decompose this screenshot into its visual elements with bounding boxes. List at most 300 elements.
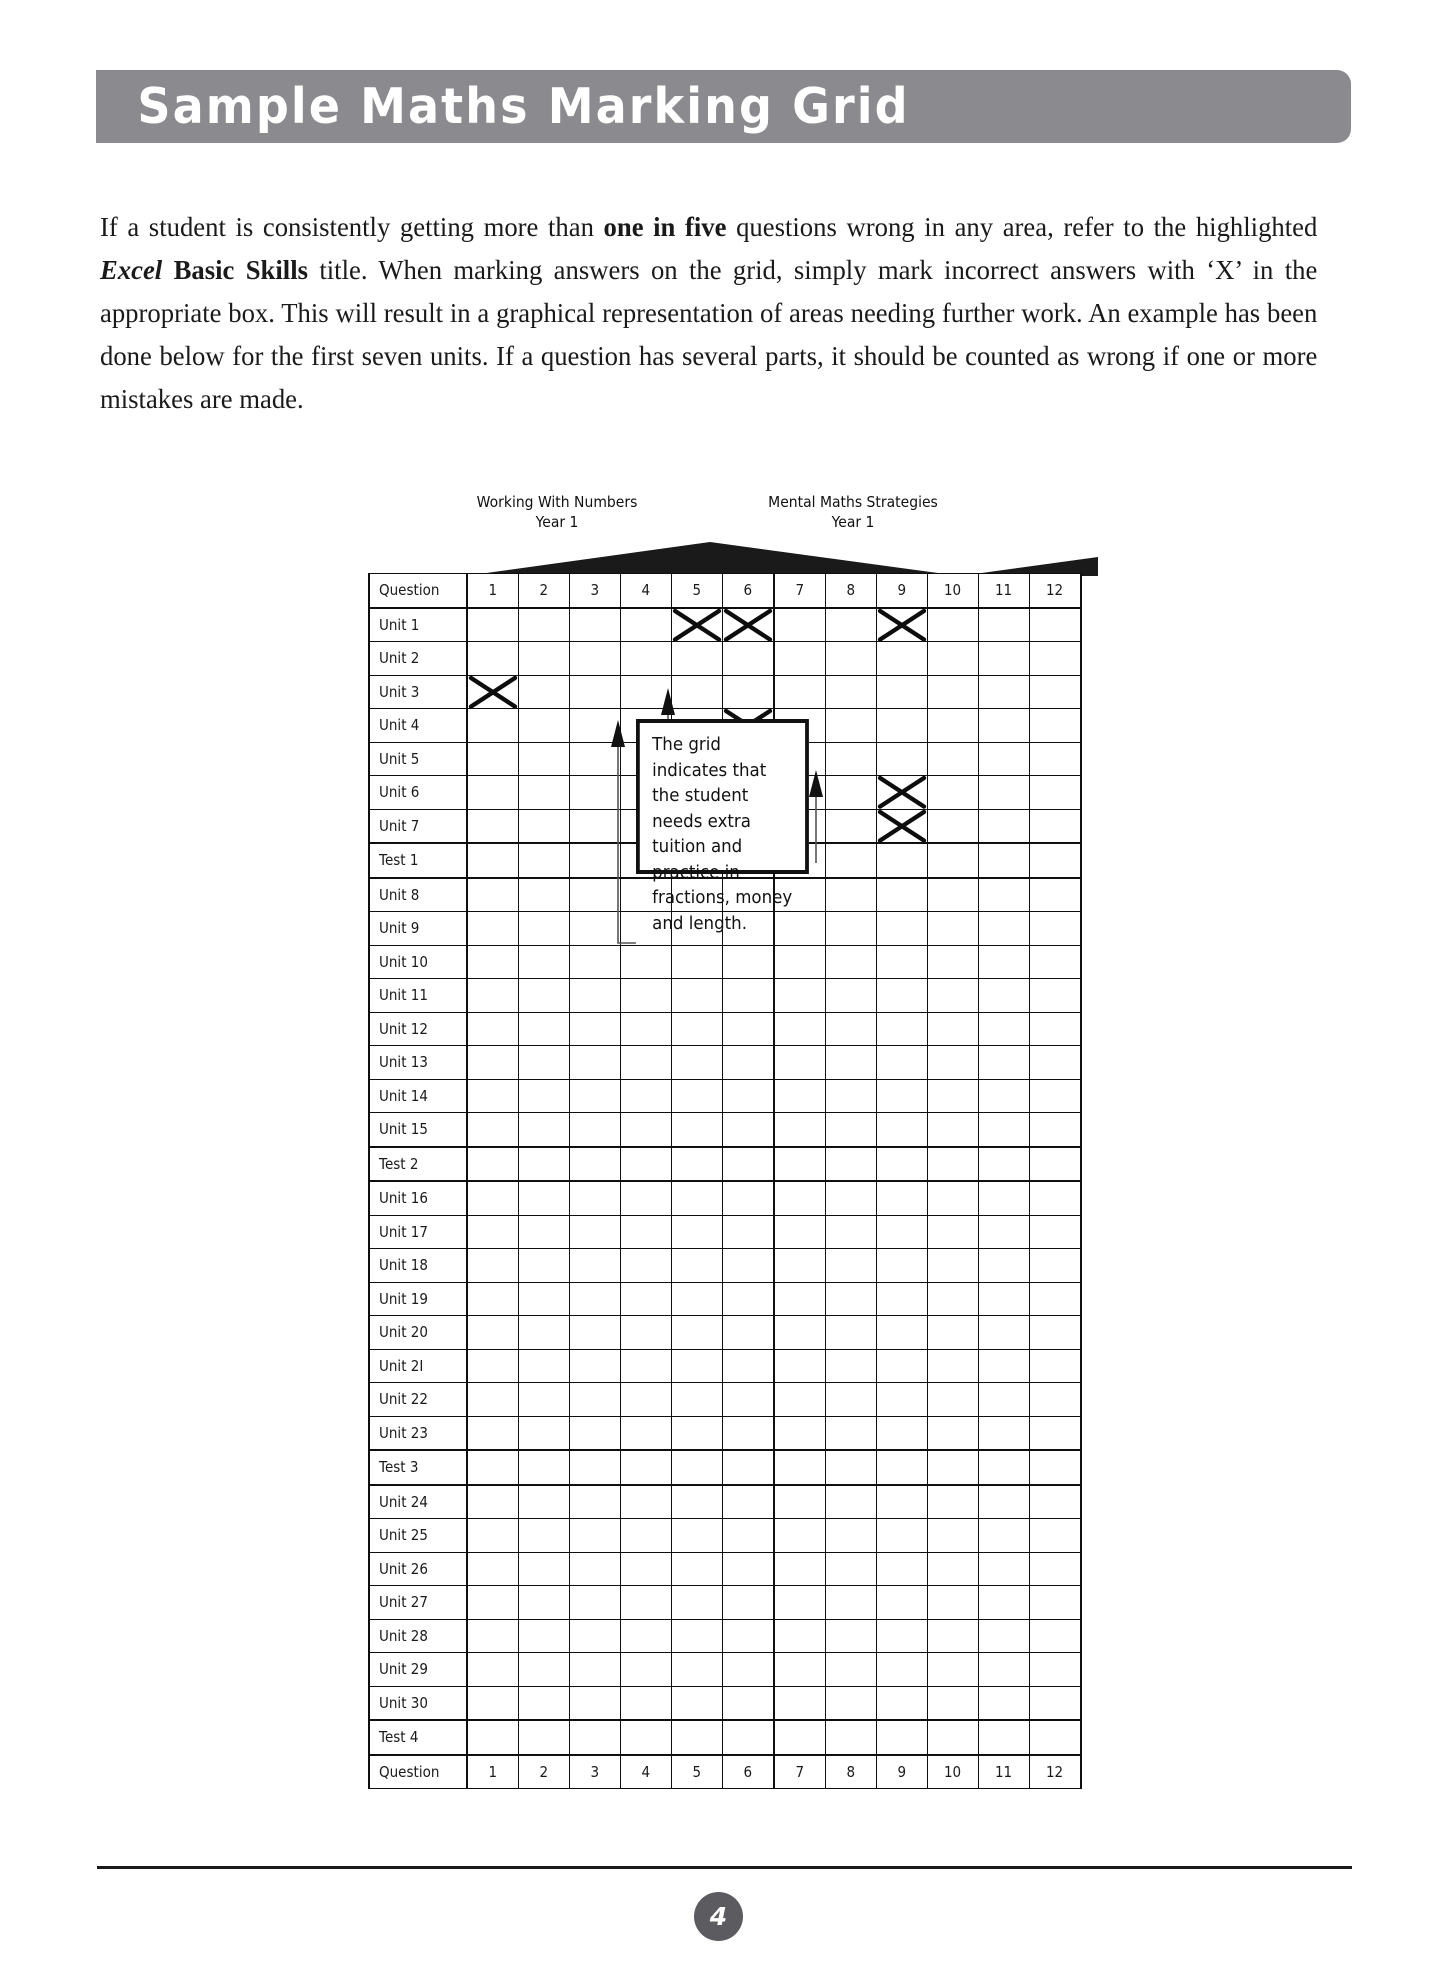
grid-cell-unit-17-q4[interactable] [621,1215,672,1249]
grid-cell-unit-15-q7[interactable] [774,1113,826,1147]
grid-cell-unit-23-q5[interactable] [672,1416,723,1450]
grid-cell-unit-18-q5[interactable] [672,1249,723,1283]
grid-cell-unit-23-q9[interactable] [877,1416,928,1450]
grid-cell-unit-26-q11[interactable] [979,1552,1030,1586]
grid-cell-unit-11-q4[interactable] [621,979,672,1013]
grid-cell-unit-30-q12[interactable] [1030,1686,1082,1720]
grid-cell-unit-1-q6[interactable] [723,608,775,642]
grid-cell-unit-13-q7[interactable] [774,1046,826,1080]
grid-cell-unit-7-q8[interactable] [826,809,877,843]
grid-cell-unit-1-q4[interactable] [621,608,672,642]
grid-cell-unit-28-q8[interactable] [826,1619,877,1653]
grid-cell-test-2-q12[interactable] [1030,1147,1082,1182]
grid-cell-unit-17-q9[interactable] [877,1215,928,1249]
grid-cell-unit-19-q9[interactable] [877,1282,928,1316]
grid-cell-unit-26-q8[interactable] [826,1552,877,1586]
grid-cell-unit-2-q1[interactable] [467,642,519,676]
grid-cell-unit-26-q5[interactable] [672,1552,723,1586]
grid-cell-unit-7-q9[interactable] [877,809,928,843]
grid-cell-unit-30-q11[interactable] [979,1686,1030,1720]
grid-cell-unit-19-q3[interactable] [570,1282,621,1316]
grid-cell-unit-23-q6[interactable] [723,1416,775,1450]
grid-cell-unit-15-q11[interactable] [979,1113,1030,1147]
grid-cell-test-1-q2[interactable] [519,843,570,878]
grid-cell-unit-16-q6[interactable] [723,1181,775,1215]
grid-cell-unit-27-q12[interactable] [1030,1586,1082,1620]
grid-cell-unit-2i-q3[interactable] [570,1349,621,1383]
grid-cell-unit-16-q2[interactable] [519,1181,570,1215]
grid-cell-unit-25-q11[interactable] [979,1519,1030,1553]
grid-cell-unit-16-q1[interactable] [467,1181,519,1215]
grid-cell-unit-2-q5[interactable] [672,642,723,676]
grid-cell-unit-28-q3[interactable] [570,1619,621,1653]
grid-cell-unit-5-q11[interactable] [979,742,1030,776]
grid-cell-unit-2i-q9[interactable] [877,1349,928,1383]
grid-cell-unit-22-q12[interactable] [1030,1383,1082,1417]
grid-cell-unit-1-q5[interactable] [672,608,723,642]
grid-cell-unit-4-q1[interactable] [467,709,519,743]
grid-cell-test-3-q1[interactable] [467,1450,519,1485]
grid-cell-unit-4-q3[interactable] [570,709,621,743]
grid-cell-test-4-q7[interactable] [774,1720,826,1755]
grid-cell-unit-13-q5[interactable] [672,1046,723,1080]
grid-cell-test-3-q9[interactable] [877,1450,928,1485]
grid-cell-unit-3-q2[interactable] [519,675,570,709]
grid-cell-unit-12-q3[interactable] [570,1012,621,1046]
grid-cell-test-4-q2[interactable] [519,1720,570,1755]
grid-cell-unit-2-q6[interactable] [723,642,775,676]
grid-cell-unit-3-q3[interactable] [570,675,621,709]
grid-cell-unit-2i-q8[interactable] [826,1349,877,1383]
grid-cell-unit-24-q2[interactable] [519,1485,570,1519]
grid-cell-unit-18-q8[interactable] [826,1249,877,1283]
grid-cell-test-2-q5[interactable] [672,1147,723,1182]
grid-cell-unit-28-q5[interactable] [672,1619,723,1653]
grid-cell-unit-14-q4[interactable] [621,1079,672,1113]
grid-cell-unit-26-q4[interactable] [621,1552,672,1586]
grid-cell-unit-4-q8[interactable] [826,709,877,743]
grid-cell-unit-22-q3[interactable] [570,1383,621,1417]
grid-cell-unit-24-q10[interactable] [928,1485,979,1519]
grid-cell-unit-16-q8[interactable] [826,1181,877,1215]
grid-cell-test-3-q5[interactable] [672,1450,723,1485]
grid-cell-unit-11-q9[interactable] [877,979,928,1013]
grid-cell-unit-10-q4[interactable] [621,945,672,979]
grid-cell-unit-22-q8[interactable] [826,1383,877,1417]
grid-cell-unit-22-q6[interactable] [723,1383,775,1417]
grid-cell-unit-12-q2[interactable] [519,1012,570,1046]
grid-cell-unit-4-q2[interactable] [519,709,570,743]
grid-cell-unit-13-q10[interactable] [928,1046,979,1080]
grid-cell-unit-24-q1[interactable] [467,1485,519,1519]
grid-cell-unit-30-q2[interactable] [519,1686,570,1720]
grid-cell-unit-2i-q2[interactable] [519,1349,570,1383]
grid-cell-unit-29-q6[interactable] [723,1653,775,1687]
grid-cell-unit-1-q12[interactable] [1030,608,1082,642]
grid-cell-unit-30-q10[interactable] [928,1686,979,1720]
grid-cell-unit-23-q3[interactable] [570,1416,621,1450]
grid-cell-unit-25-q2[interactable] [519,1519,570,1553]
grid-cell-unit-6-q9[interactable] [877,776,928,810]
grid-cell-unit-30-q6[interactable] [723,1686,775,1720]
grid-cell-unit-11-q8[interactable] [826,979,877,1013]
grid-cell-unit-3-q5[interactable] [672,675,723,709]
grid-cell-unit-27-q1[interactable] [467,1586,519,1620]
grid-cell-unit-22-q4[interactable] [621,1383,672,1417]
grid-cell-unit-3-q9[interactable] [877,675,928,709]
grid-cell-unit-20-q5[interactable] [672,1316,723,1350]
grid-cell-unit-14-q11[interactable] [979,1079,1030,1113]
grid-cell-unit-27-q5[interactable] [672,1586,723,1620]
grid-cell-unit-6-q8[interactable] [826,776,877,810]
grid-cell-unit-17-q12[interactable] [1030,1215,1082,1249]
grid-cell-unit-29-q12[interactable] [1030,1653,1082,1687]
grid-cell-unit-19-q7[interactable] [774,1282,826,1316]
grid-cell-unit-29-q10[interactable] [928,1653,979,1687]
grid-cell-unit-29-q2[interactable] [519,1653,570,1687]
grid-cell-unit-17-q6[interactable] [723,1215,775,1249]
grid-cell-unit-29-q11[interactable] [979,1653,1030,1687]
grid-cell-test-2-q11[interactable] [979,1147,1030,1182]
grid-cell-unit-5-q3[interactable] [570,742,621,776]
grid-cell-unit-13-q6[interactable] [723,1046,775,1080]
grid-cell-unit-6-q2[interactable] [519,776,570,810]
grid-cell-unit-17-q10[interactable] [928,1215,979,1249]
grid-cell-unit-2i-q1[interactable] [467,1349,519,1383]
grid-cell-unit-29-q5[interactable] [672,1653,723,1687]
grid-cell-unit-20-q4[interactable] [621,1316,672,1350]
grid-cell-unit-29-q3[interactable] [570,1653,621,1687]
grid-cell-unit-12-q12[interactable] [1030,1012,1082,1046]
grid-cell-test-1-q10[interactable] [928,843,979,878]
grid-cell-unit-8-q1[interactable] [467,878,519,912]
grid-cell-unit-30-q8[interactable] [826,1686,877,1720]
grid-cell-unit-20-q6[interactable] [723,1316,775,1350]
grid-cell-unit-1-q11[interactable] [979,608,1030,642]
grid-cell-unit-6-q10[interactable] [928,776,979,810]
grid-cell-unit-2i-q11[interactable] [979,1349,1030,1383]
grid-cell-unit-18-q11[interactable] [979,1249,1030,1283]
grid-cell-unit-19-q6[interactable] [723,1282,775,1316]
grid-cell-unit-2i-q7[interactable] [774,1349,826,1383]
grid-cell-unit-19-q12[interactable] [1030,1282,1082,1316]
grid-cell-unit-17-q5[interactable] [672,1215,723,1249]
grid-cell-unit-2i-q12[interactable] [1030,1349,1082,1383]
grid-cell-unit-25-q7[interactable] [774,1519,826,1553]
grid-cell-unit-26-q1[interactable] [467,1552,519,1586]
grid-cell-unit-18-q3[interactable] [570,1249,621,1283]
grid-cell-unit-16-q11[interactable] [979,1181,1030,1215]
grid-cell-unit-22-q2[interactable] [519,1383,570,1417]
grid-cell-unit-16-q4[interactable] [621,1181,672,1215]
grid-cell-unit-5-q1[interactable] [467,742,519,776]
grid-cell-unit-19-q2[interactable] [519,1282,570,1316]
grid-cell-unit-27-q2[interactable] [519,1586,570,1620]
grid-cell-unit-3-q7[interactable] [774,675,826,709]
grid-cell-unit-2i-q4[interactable] [621,1349,672,1383]
grid-cell-unit-1-q9[interactable] [877,608,928,642]
grid-cell-unit-11-q1[interactable] [467,979,519,1013]
grid-cell-unit-6-q3[interactable] [570,776,621,810]
grid-cell-unit-8-q9[interactable] [877,878,928,912]
grid-cell-unit-27-q8[interactable] [826,1586,877,1620]
grid-cell-unit-9-q2[interactable] [519,912,570,946]
grid-cell-unit-27-q3[interactable] [570,1586,621,1620]
grid-cell-unit-18-q6[interactable] [723,1249,775,1283]
grid-cell-unit-17-q11[interactable] [979,1215,1030,1249]
grid-cell-unit-30-q4[interactable] [621,1686,672,1720]
grid-cell-unit-15-q5[interactable] [672,1113,723,1147]
grid-cell-test-4-q5[interactable] [672,1720,723,1755]
grid-cell-test-3-q12[interactable] [1030,1450,1082,1485]
grid-cell-unit-27-q6[interactable] [723,1586,775,1620]
grid-cell-test-2-q8[interactable] [826,1147,877,1182]
grid-cell-unit-20-q3[interactable] [570,1316,621,1350]
grid-cell-unit-11-q10[interactable] [928,979,979,1013]
grid-cell-unit-25-q10[interactable] [928,1519,979,1553]
grid-cell-unit-27-q11[interactable] [979,1586,1030,1620]
grid-cell-unit-2i-q5[interactable] [672,1349,723,1383]
grid-cell-unit-6-q11[interactable] [979,776,1030,810]
grid-cell-unit-7-q1[interactable] [467,809,519,843]
grid-cell-unit-7-q11[interactable] [979,809,1030,843]
grid-cell-unit-1-q3[interactable] [570,608,621,642]
grid-cell-unit-9-q7[interactable] [774,912,826,946]
grid-cell-unit-5-q9[interactable] [877,742,928,776]
grid-cell-unit-13-q8[interactable] [826,1046,877,1080]
grid-cell-unit-19-q5[interactable] [672,1282,723,1316]
grid-cell-unit-12-q1[interactable] [467,1012,519,1046]
grid-cell-test-1-q1[interactable] [467,843,519,878]
grid-cell-unit-15-q3[interactable] [570,1113,621,1147]
grid-cell-unit-25-q4[interactable] [621,1519,672,1553]
grid-cell-unit-28-q9[interactable] [877,1619,928,1653]
grid-cell-test-3-q2[interactable] [519,1450,570,1485]
grid-cell-unit-12-q8[interactable] [826,1012,877,1046]
grid-cell-unit-2i-q10[interactable] [928,1349,979,1383]
grid-cell-unit-12-q7[interactable] [774,1012,826,1046]
grid-cell-unit-12-q11[interactable] [979,1012,1030,1046]
grid-cell-unit-15-q2[interactable] [519,1113,570,1147]
grid-cell-unit-2-q3[interactable] [570,642,621,676]
grid-cell-unit-16-q10[interactable] [928,1181,979,1215]
grid-cell-unit-7-q3[interactable] [570,809,621,843]
grid-cell-unit-25-q9[interactable] [877,1519,928,1553]
grid-cell-test-3-q6[interactable] [723,1450,775,1485]
grid-cell-unit-7-q10[interactable] [928,809,979,843]
grid-cell-unit-6-q1[interactable] [467,776,519,810]
grid-cell-unit-25-q5[interactable] [672,1519,723,1553]
grid-cell-unit-1-q8[interactable] [826,608,877,642]
grid-cell-test-2-q1[interactable] [467,1147,519,1182]
grid-cell-test-3-q10[interactable] [928,1450,979,1485]
grid-cell-unit-24-q6[interactable] [723,1485,775,1519]
grid-cell-unit-12-q4[interactable] [621,1012,672,1046]
grid-cell-test-2-q9[interactable] [877,1147,928,1182]
grid-cell-unit-3-q11[interactable] [979,675,1030,709]
grid-cell-unit-14-q8[interactable] [826,1079,877,1113]
grid-cell-unit-10-q12[interactable] [1030,945,1082,979]
grid-cell-unit-29-q9[interactable] [877,1653,928,1687]
grid-cell-unit-23-q2[interactable] [519,1416,570,1450]
grid-cell-unit-27-q7[interactable] [774,1586,826,1620]
grid-cell-unit-10-q10[interactable] [928,945,979,979]
grid-cell-unit-14-q9[interactable] [877,1079,928,1113]
grid-cell-unit-3-q12[interactable] [1030,675,1082,709]
grid-cell-unit-16-q12[interactable] [1030,1181,1082,1215]
grid-cell-unit-6-q12[interactable] [1030,776,1082,810]
grid-cell-unit-5-q8[interactable] [826,742,877,776]
grid-cell-unit-2-q11[interactable] [979,642,1030,676]
grid-cell-test-3-q3[interactable] [570,1450,621,1485]
grid-cell-test-2-q4[interactable] [621,1147,672,1182]
grid-cell-unit-22-q5[interactable] [672,1383,723,1417]
grid-cell-unit-8-q2[interactable] [519,878,570,912]
grid-cell-unit-14-q6[interactable] [723,1079,775,1113]
grid-cell-unit-28-q4[interactable] [621,1619,672,1653]
grid-cell-unit-26-q12[interactable] [1030,1552,1082,1586]
grid-cell-unit-17-q2[interactable] [519,1215,570,1249]
grid-cell-unit-15-q6[interactable] [723,1113,775,1147]
grid-cell-unit-5-q10[interactable] [928,742,979,776]
grid-cell-unit-15-q4[interactable] [621,1113,672,1147]
grid-cell-unit-1-q2[interactable] [519,608,570,642]
grid-cell-unit-26-q7[interactable] [774,1552,826,1586]
grid-cell-unit-9-q11[interactable] [979,912,1030,946]
grid-cell-unit-1-q10[interactable] [928,608,979,642]
grid-cell-unit-2-q4[interactable] [621,642,672,676]
grid-cell-unit-11-q11[interactable] [979,979,1030,1013]
grid-cell-unit-10-q2[interactable] [519,945,570,979]
grid-cell-unit-20-q12[interactable] [1030,1316,1082,1350]
grid-cell-unit-8-q12[interactable] [1030,878,1082,912]
grid-cell-unit-15-q8[interactable] [826,1113,877,1147]
grid-cell-unit-28-q12[interactable] [1030,1619,1082,1653]
grid-cell-unit-19-q10[interactable] [928,1282,979,1316]
grid-cell-unit-4-q12[interactable] [1030,709,1082,743]
grid-cell-unit-2-q10[interactable] [928,642,979,676]
grid-cell-unit-27-q9[interactable] [877,1586,928,1620]
grid-cell-unit-15-q12[interactable] [1030,1113,1082,1147]
grid-cell-unit-22-q10[interactable] [928,1383,979,1417]
grid-cell-unit-9-q9[interactable] [877,912,928,946]
grid-cell-unit-1-q1[interactable] [467,608,519,642]
grid-cell-unit-27-q4[interactable] [621,1586,672,1620]
grid-cell-unit-29-q4[interactable] [621,1653,672,1687]
grid-cell-unit-16-q3[interactable] [570,1181,621,1215]
grid-cell-unit-18-q10[interactable] [928,1249,979,1283]
grid-cell-unit-17-q8[interactable] [826,1215,877,1249]
grid-cell-unit-13-q1[interactable] [467,1046,519,1080]
grid-cell-unit-28-q7[interactable] [774,1619,826,1653]
grid-cell-unit-13-q2[interactable] [519,1046,570,1080]
grid-cell-unit-5-q12[interactable] [1030,742,1082,776]
grid-cell-test-1-q3[interactable] [570,843,621,878]
grid-cell-unit-18-q7[interactable] [774,1249,826,1283]
grid-cell-unit-22-q11[interactable] [979,1383,1030,1417]
grid-cell-unit-30-q5[interactable] [672,1686,723,1720]
grid-cell-test-1-q12[interactable] [1030,843,1082,878]
grid-cell-unit-17-q3[interactable] [570,1215,621,1249]
grid-cell-unit-2-q7[interactable] [774,642,826,676]
grid-cell-test-4-q8[interactable] [826,1720,877,1755]
grid-cell-unit-14-q3[interactable] [570,1079,621,1113]
grid-cell-unit-20-q1[interactable] [467,1316,519,1350]
grid-cell-test-3-q8[interactable] [826,1450,877,1485]
grid-cell-unit-30-q9[interactable] [877,1686,928,1720]
grid-cell-unit-27-q10[interactable] [928,1586,979,1620]
grid-cell-unit-26-q6[interactable] [723,1552,775,1586]
grid-cell-test-3-q4[interactable] [621,1450,672,1485]
grid-cell-test-2-q7[interactable] [774,1147,826,1182]
grid-cell-unit-17-q1[interactable] [467,1215,519,1249]
grid-cell-unit-26-q3[interactable] [570,1552,621,1586]
grid-cell-test-4-q4[interactable] [621,1720,672,1755]
grid-cell-unit-28-q10[interactable] [928,1619,979,1653]
grid-cell-unit-24-q7[interactable] [774,1485,826,1519]
grid-cell-unit-9-q12[interactable] [1030,912,1082,946]
grid-cell-unit-29-q7[interactable] [774,1653,826,1687]
grid-cell-unit-25-q1[interactable] [467,1519,519,1553]
grid-cell-unit-10-q11[interactable] [979,945,1030,979]
grid-cell-unit-20-q10[interactable] [928,1316,979,1350]
grid-cell-unit-10-q7[interactable] [774,945,826,979]
grid-cell-unit-8-q3[interactable] [570,878,621,912]
grid-cell-test-2-q6[interactable] [723,1147,775,1182]
grid-cell-unit-18-q2[interactable] [519,1249,570,1283]
grid-cell-test-1-q8[interactable] [826,843,877,878]
grid-cell-unit-11-q3[interactable] [570,979,621,1013]
grid-cell-unit-16-q9[interactable] [877,1181,928,1215]
grid-cell-unit-23-q4[interactable] [621,1416,672,1450]
grid-cell-unit-9-q3[interactable] [570,912,621,946]
grid-cell-unit-24-q11[interactable] [979,1485,1030,1519]
grid-cell-unit-9-q8[interactable] [826,912,877,946]
grid-cell-unit-26-q10[interactable] [928,1552,979,1586]
grid-cell-test-4-q10[interactable] [928,1720,979,1755]
grid-cell-unit-23-q7[interactable] [774,1416,826,1450]
grid-cell-unit-26-q2[interactable] [519,1552,570,1586]
grid-cell-unit-22-q9[interactable] [877,1383,928,1417]
grid-cell-unit-25-q6[interactable] [723,1519,775,1553]
grid-cell-unit-11-q2[interactable] [519,979,570,1013]
grid-cell-unit-2-q9[interactable] [877,642,928,676]
grid-cell-unit-2-q12[interactable] [1030,642,1082,676]
grid-cell-test-4-q6[interactable] [723,1720,775,1755]
grid-cell-unit-28-q6[interactable] [723,1619,775,1653]
grid-cell-unit-2-q8[interactable] [826,642,877,676]
grid-cell-unit-12-q10[interactable] [928,1012,979,1046]
grid-cell-unit-29-q8[interactable] [826,1653,877,1687]
grid-cell-unit-25-q12[interactable] [1030,1519,1082,1553]
grid-cell-unit-11-q5[interactable] [672,979,723,1013]
grid-cell-unit-23-q12[interactable] [1030,1416,1082,1450]
grid-cell-unit-15-q1[interactable] [467,1113,519,1147]
grid-cell-unit-15-q9[interactable] [877,1113,928,1147]
grid-cell-unit-4-q9[interactable] [877,709,928,743]
grid-cell-unit-7-q12[interactable] [1030,809,1082,843]
grid-cell-unit-2i-q6[interactable] [723,1349,775,1383]
grid-cell-unit-28-q11[interactable] [979,1619,1030,1653]
grid-cell-unit-16-q7[interactable] [774,1181,826,1215]
grid-cell-unit-3-q10[interactable] [928,675,979,709]
grid-cell-unit-22-q7[interactable] [774,1383,826,1417]
grid-cell-unit-23-q1[interactable] [467,1416,519,1450]
grid-cell-unit-26-q9[interactable] [877,1552,928,1586]
grid-cell-unit-3-q8[interactable] [826,675,877,709]
grid-cell-unit-20-q8[interactable] [826,1316,877,1350]
grid-cell-unit-18-q9[interactable] [877,1249,928,1283]
